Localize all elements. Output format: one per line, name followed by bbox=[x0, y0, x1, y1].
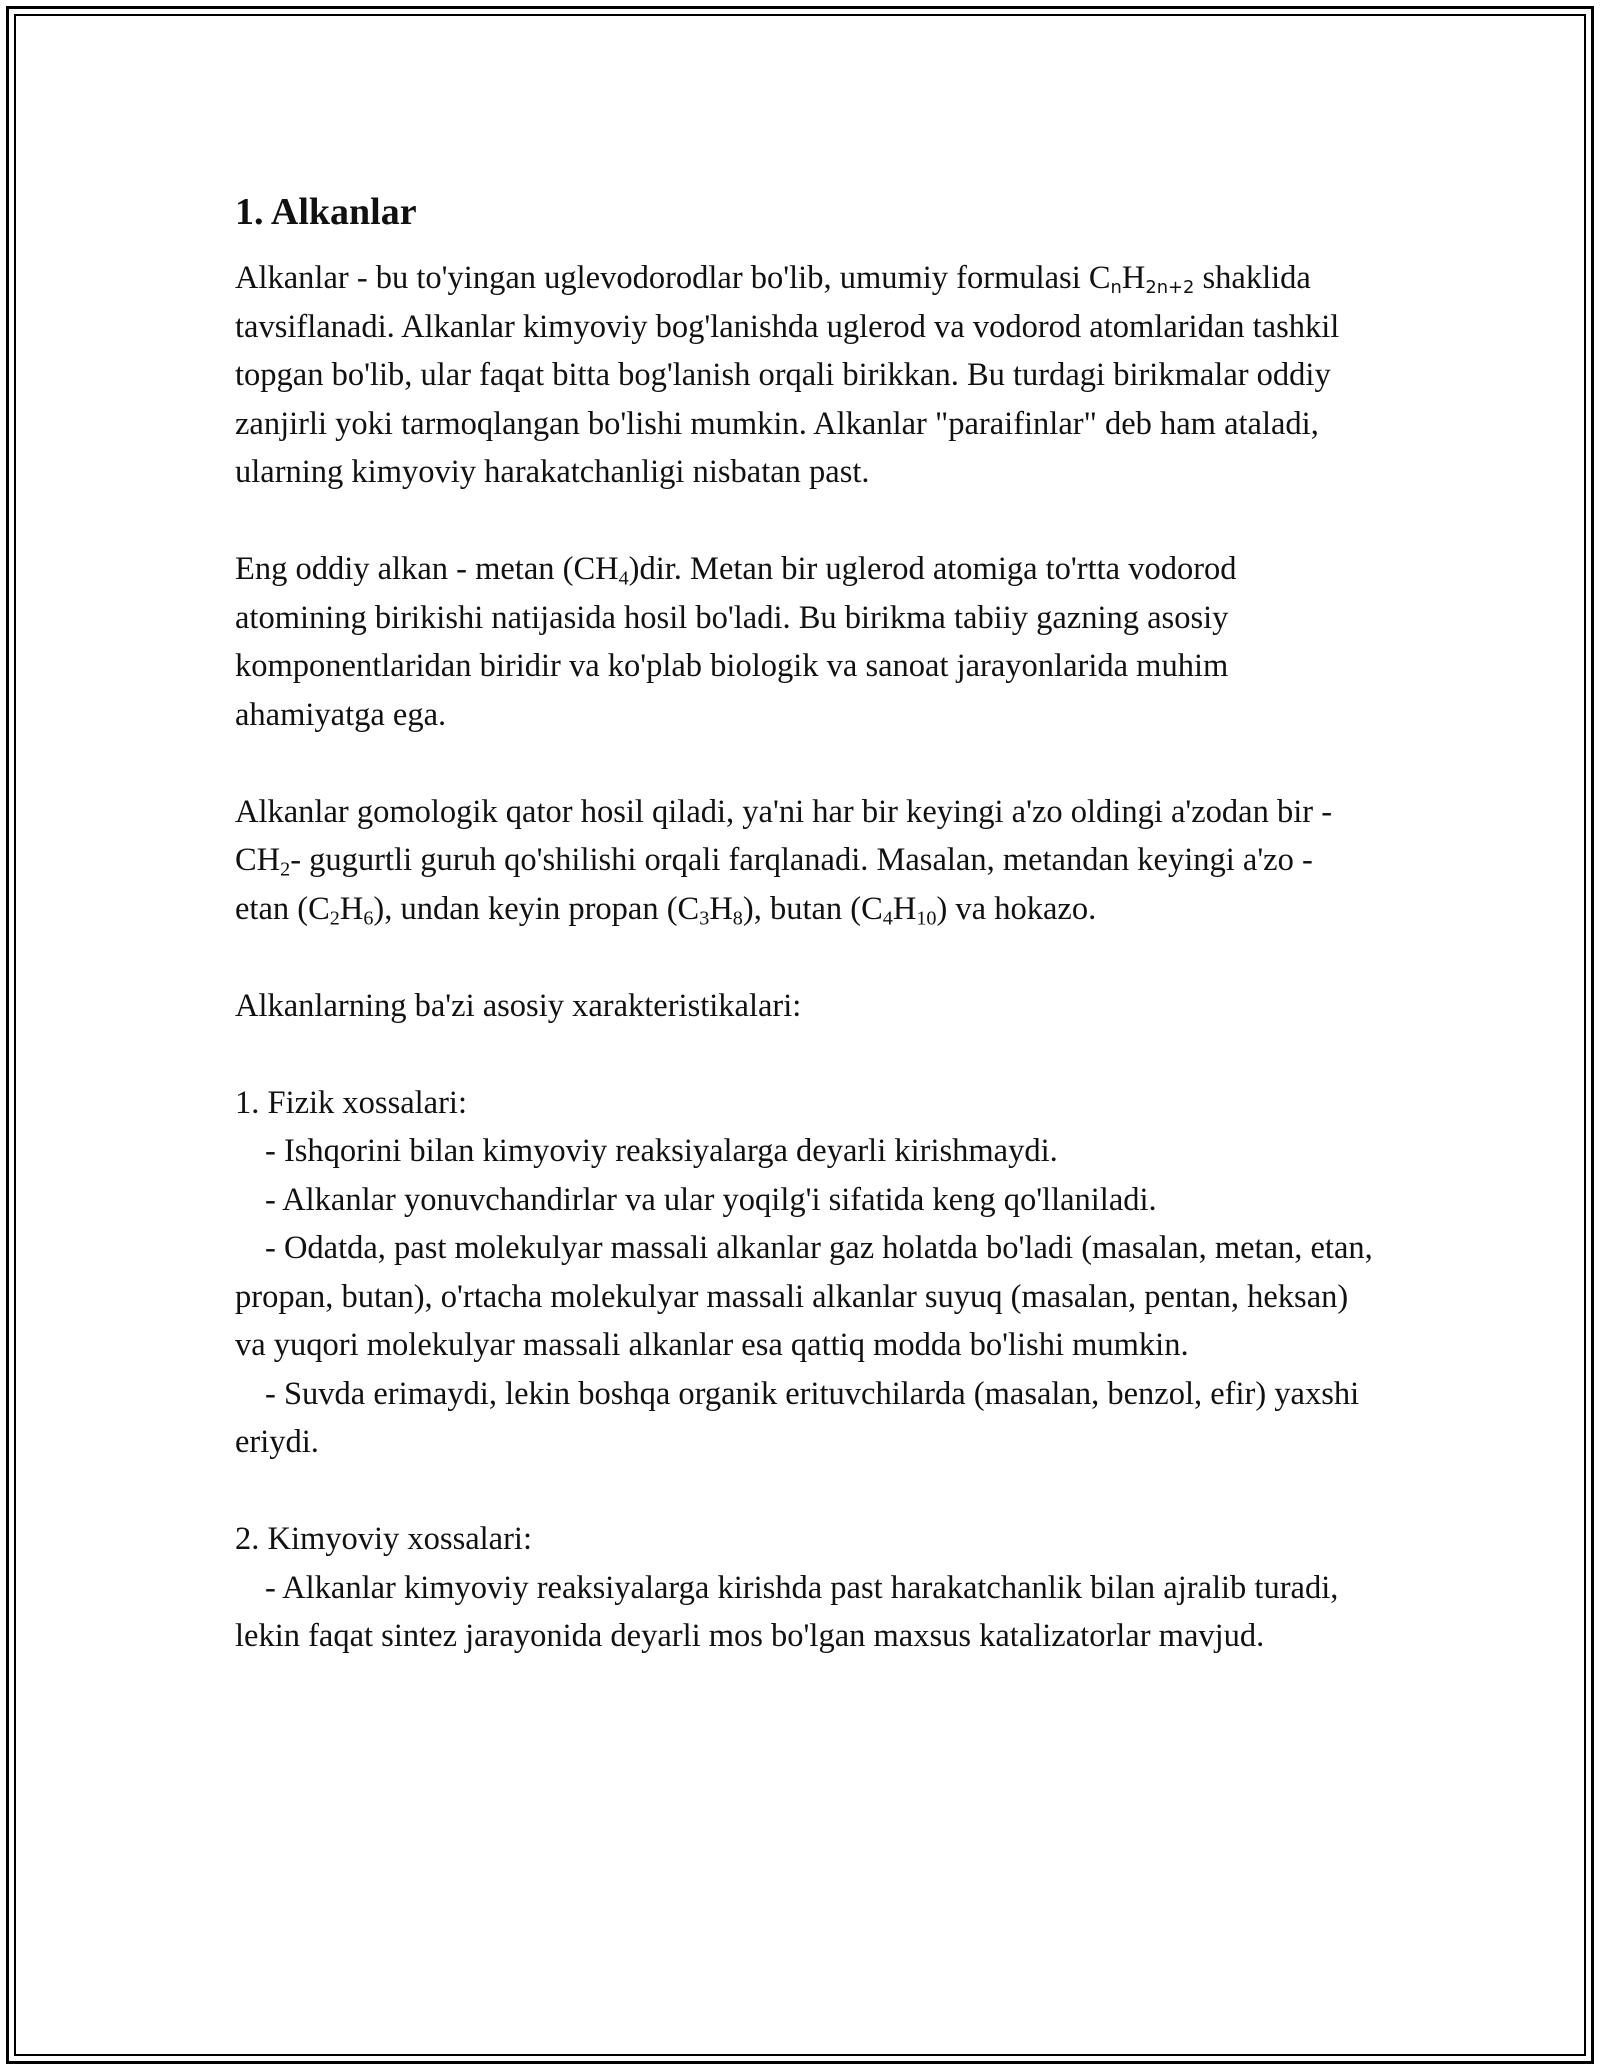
paragraph-definition: Alkanlar - bu to'yingan uglevodorodlar bo'lib, umumiy formulasi $C_nH_{2n+2}$ shaklida tavsiflanadi. Alkanlar kimyoviy bog'lanishda uglerod va vodorod atomlaridan tashkil topgan bo'lib, ular faqat bitta bog'lanish orqali birikkan. Bu turdagi birikmalar oddiy zanjirli yoki tarmoqlangan bo'lishi mumkin. Alkanlar "paraifinlar" deb ham ataladi, ularning kimyoviy harakatchanligi nisbatan past. bbox=[235, 260, 1340, 490]
list-item: - Suvda erimaydi, lekin boshqa organik erituvchilarda (masalan, benzol, efir) yaxshi eriydi. bbox=[235, 1375, 1360, 1460]
list-item: - Ishqorini bilan kimyoviy reaksiyalarga deyarli kirishmaydi. bbox=[265, 1133, 1058, 1169]
document-body bbox=[235, 186, 1375, 1661]
paragraph-homologous-series: Alkanlar gomologik qator hosil qiladi, ya'ni har bir keyingi a'zo oldingi a'zodan bir $-CH_2-$ gugurtli guruh qo'shilishi orqali farqlanadi. Masalan, metandan keyingi a'zo - etan $(C_2H_6)$, undan keyin propan $(C_3H_8)$, butan $(C_4H_{10})$ va hokazo. bbox=[235, 793, 1333, 930]
formula-subscript: n bbox=[1110, 277, 1122, 298]
formula-subscript: 2 bbox=[329, 907, 340, 930]
paragraph-characteristics-intro: Alkanlarning ba'zi asosiy xarakteristikalari: bbox=[235, 987, 802, 1024]
formula-subscript: 8 bbox=[732, 907, 743, 930]
list-item: - Odatda, past molekulyar massali alkanlar gaz holatda bo'ladi (masalan, metan, etan, propan, butan), o'rtacha molekulyar massali alkanlar suyuq (masalan, pentan, heksan) va yuqori molekulyar massali alkanlar esa qattiq modda bo'lishi mumkin. bbox=[235, 1230, 1373, 1363]
formula-subscript: 4 bbox=[882, 907, 893, 930]
formula-subscript: 6 bbox=[363, 907, 374, 930]
formula-subscript: 4 bbox=[618, 567, 629, 590]
paragraph-methane: Eng oddiy alkan - metan $(CH_4)dir$. Metan bir uglerod atomiga to'rtta vodorod atomining birikishi natijasida hosil bo'ladi. Bu birikma tabiiy gazning asosiy komponentlaridan biridir va ko'plab biologik va sanoat jarayonlarida muhim ahamiyatga ega. bbox=[235, 551, 1237, 733]
list-item: - Alkanlar kimyoviy reaksiyalarga kirishda past harakatchanlik bilan ajralib turadi, lekin faqat sintez jarayonida deyarli mos bo'lgan maxsus katalizatorlar mavjud. bbox=[235, 1569, 1339, 1654]
list-title-chemical: 2. Kimyoviy xossalari: bbox=[235, 1521, 532, 1557]
formula-subscript: 2n+2 bbox=[1145, 277, 1195, 298]
formula-subscript: 10 bbox=[916, 907, 937, 930]
formula-subscript: 3 bbox=[699, 907, 710, 930]
section-heading: 1. Alkanlar bbox=[235, 191, 417, 233]
list-item: - Alkanlar yonuvchandirlar va ular yoqilg'i sifatida keng qo'llaniladi. bbox=[265, 1181, 1157, 1218]
list-title-physical: 1. Fizik xossalari: bbox=[235, 1084, 467, 1121]
formula-subscript: 2 bbox=[280, 858, 291, 881]
